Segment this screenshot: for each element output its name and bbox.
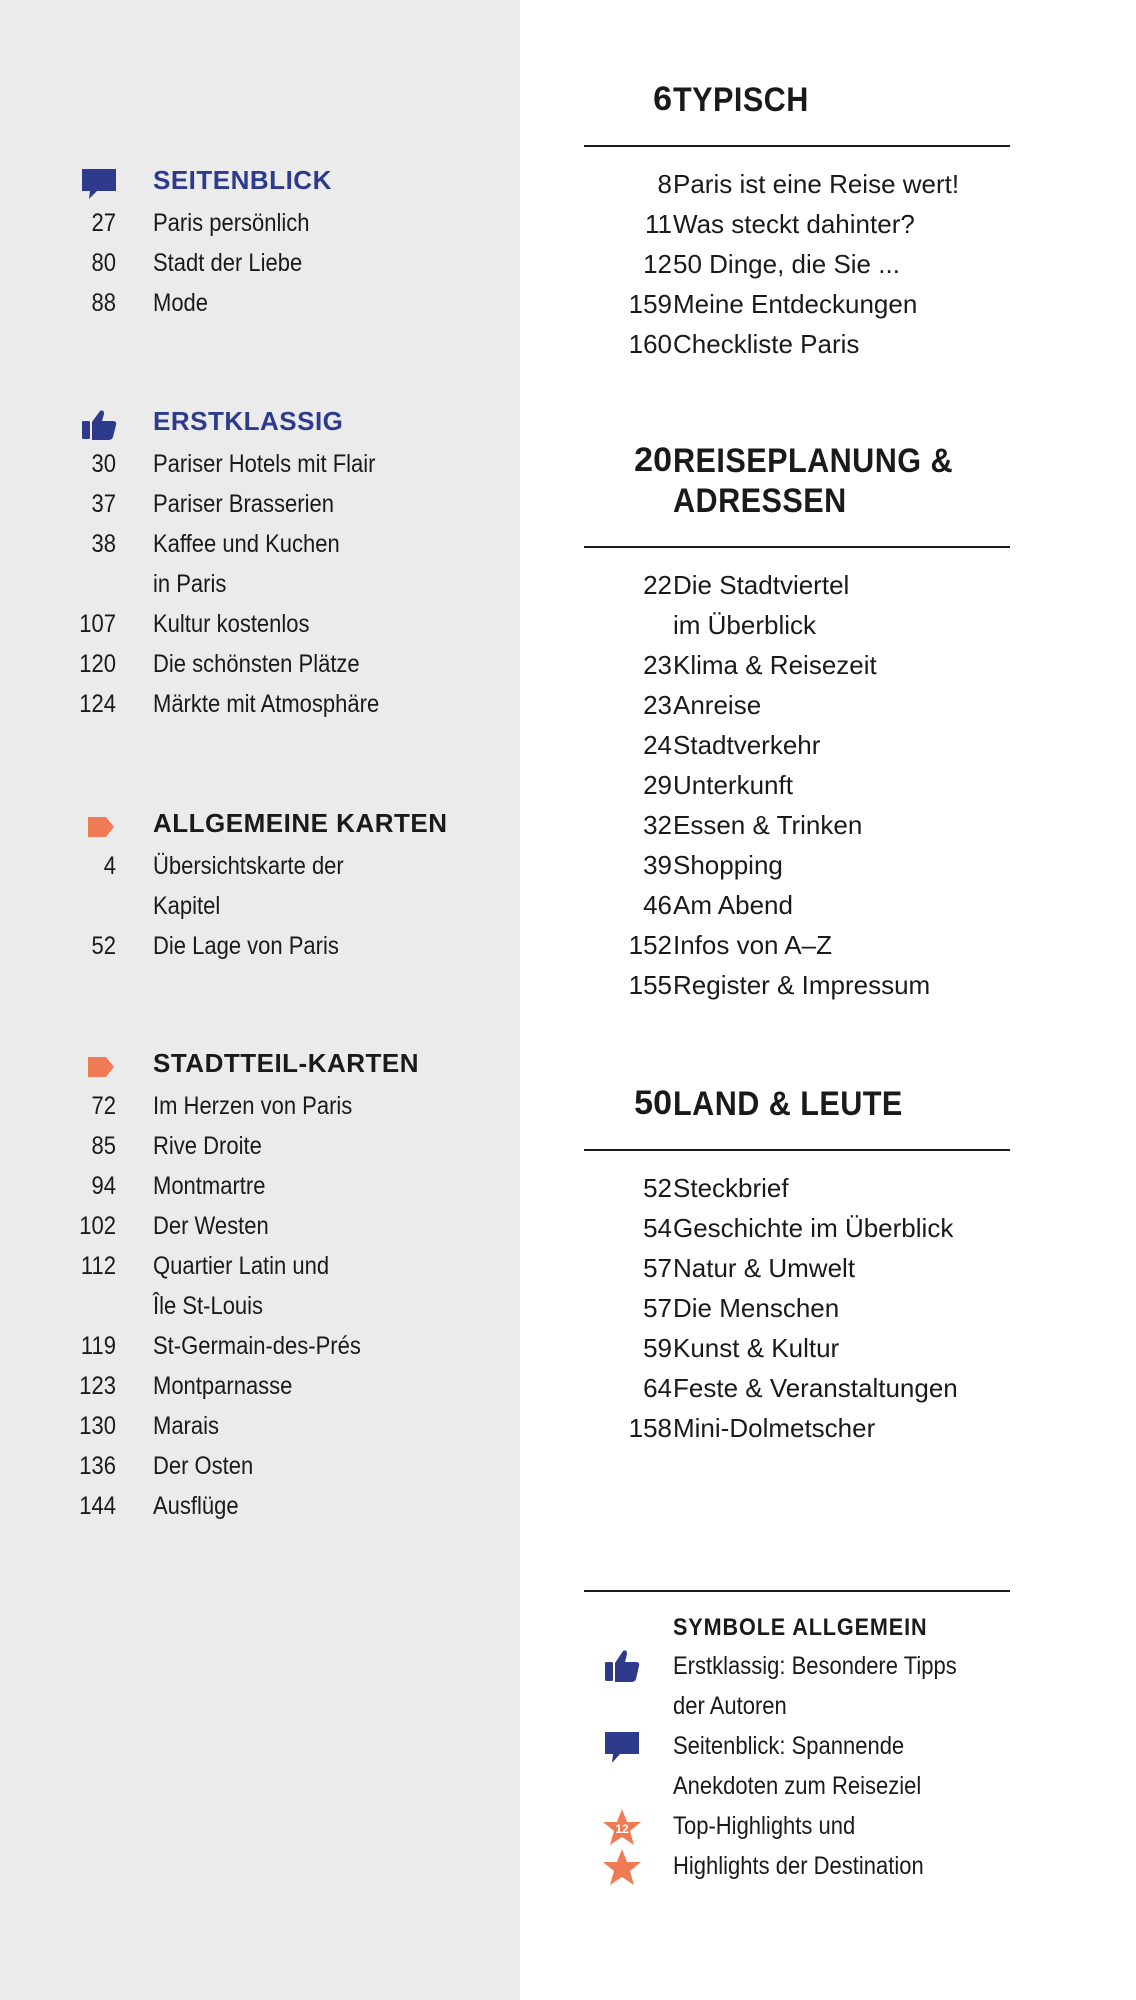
section-typisch xyxy=(520,80,1136,359)
toc-entry[interactable] xyxy=(520,1407,1136,1447)
toc-entry[interactable] xyxy=(0,886,520,926)
legend-line: Highlights der Destination xyxy=(673,1852,924,1880)
toc-entry[interactable] xyxy=(520,684,1136,724)
entry-label: Märkte mit Atmosphäre xyxy=(153,690,380,718)
toc-entry[interactable] xyxy=(520,1247,1136,1287)
entry-list xyxy=(0,444,520,724)
toc-entry[interactable] xyxy=(0,926,520,966)
speech-bubble-icon xyxy=(602,1728,642,1768)
entry-label: Die Lage von Paris xyxy=(153,932,339,960)
section-seitenblick xyxy=(0,163,520,323)
section-title: ERSTKLASSIG xyxy=(153,406,344,436)
toc-entry[interactable] xyxy=(520,964,1136,1004)
page-number: 23 xyxy=(643,650,672,680)
star-number: 12 xyxy=(615,1822,629,1836)
toc-entry[interactable] xyxy=(0,1246,520,1286)
entry-label: Meine Entdeckungen xyxy=(673,289,918,319)
entry-label: St-Germain-des-Prés xyxy=(153,1332,361,1360)
section-header xyxy=(0,163,520,203)
page-number: 24 xyxy=(643,730,672,760)
page-number: 152 xyxy=(628,930,672,960)
page-number: 80 xyxy=(91,249,116,277)
entry-label: Die schönsten Plätze xyxy=(153,650,360,678)
toc-entry[interactable] xyxy=(0,484,520,524)
page-number: 39 xyxy=(643,850,672,880)
toc-entry[interactable] xyxy=(520,924,1136,964)
section-land-leute xyxy=(520,1084,1136,1443)
legend-line: Top-Highlights und xyxy=(673,1812,856,1840)
entry-label: 50 Dinge, die Sie ... xyxy=(673,249,900,279)
legend-line: der Autoren xyxy=(673,1692,787,1720)
legend-line: Anekdoten zum Reiseziel xyxy=(673,1772,922,1800)
entry-label: Shopping xyxy=(673,850,783,880)
entry-label: Checkliste Paris xyxy=(673,329,860,359)
entry-label: Ausflüge xyxy=(153,1492,239,1520)
section-allgemeine-karten xyxy=(0,806,520,966)
toc-entry[interactable] xyxy=(0,243,520,283)
toc-entry[interactable] xyxy=(520,884,1136,924)
section-header xyxy=(520,441,1136,521)
section-erstklassig xyxy=(0,404,520,724)
toc-entry[interactable] xyxy=(0,604,520,644)
entry-label: Marais xyxy=(153,1412,220,1440)
entry-label: Die Menschen xyxy=(673,1293,840,1323)
entry-label: Stadtverkehr xyxy=(673,730,821,760)
page-number: 52 xyxy=(643,1173,672,1203)
toc-entry[interactable] xyxy=(0,1326,520,1366)
entry-label: Montparnasse xyxy=(153,1372,293,1400)
toc-entry[interactable] xyxy=(520,644,1136,684)
section-header xyxy=(0,404,520,444)
section-title: ALLGEMEINE KARTEN xyxy=(153,808,448,838)
entry-label: Übersichtskarte der xyxy=(153,852,344,880)
entry-label: Mini-Dolmetscher xyxy=(673,1413,876,1443)
page-number: 94 xyxy=(91,1172,116,1200)
page-number: 72 xyxy=(91,1092,116,1120)
page-number: 158 xyxy=(628,1413,672,1443)
toc-entry[interactable] xyxy=(520,764,1136,804)
section-title: LAND & LEUTE xyxy=(673,1085,903,1123)
section-page-number: 50 xyxy=(634,1084,672,1122)
page-number: 120 xyxy=(79,650,116,678)
entry-list xyxy=(520,564,1136,1004)
page-number: 32 xyxy=(643,810,672,840)
entry-label: Pariser Brasserien xyxy=(153,490,334,518)
page-number: 23 xyxy=(643,690,672,720)
toc-entry[interactable] xyxy=(0,524,520,564)
page-number: 102 xyxy=(79,1212,116,1240)
toc-entry[interactable] xyxy=(520,243,1136,283)
toc-entry[interactable] xyxy=(520,604,1136,644)
section-title: STADTTEIL-KARTEN xyxy=(153,1048,420,1078)
entry-label: in Paris xyxy=(153,570,227,598)
page-number: 119 xyxy=(80,1332,116,1360)
page-number: 85 xyxy=(91,1132,116,1160)
toc-entry[interactable] xyxy=(0,1406,520,1446)
toc-entry[interactable] xyxy=(520,1327,1136,1367)
entry-label: Im Herzen von Paris xyxy=(153,1092,353,1120)
entry-list xyxy=(520,163,1136,363)
numbered-star-icon xyxy=(602,1808,642,1848)
page-number: 57 xyxy=(643,1253,672,1283)
entry-label: Steckbrief xyxy=(673,1173,789,1203)
page-number: 37 xyxy=(91,490,116,518)
entry-label: Stadt der Liebe xyxy=(153,249,303,277)
toc-entry[interactable] xyxy=(520,724,1136,764)
page-number: 159 xyxy=(628,289,672,319)
page-number: 124 xyxy=(79,690,116,718)
toc-entry[interactable] xyxy=(520,1207,1136,1247)
page-number: 8 xyxy=(657,169,672,199)
legend-title: SYMBOLE ALLGEMEIN xyxy=(673,1614,928,1641)
page-number: 59 xyxy=(643,1333,672,1363)
entry-label: Der Westen xyxy=(153,1212,269,1240)
toc-entry[interactable] xyxy=(0,283,520,323)
toc-entry[interactable] xyxy=(0,684,520,724)
page-number: 54 xyxy=(643,1213,672,1243)
page-number: 46 xyxy=(643,890,672,920)
section-title-line: ADRESSEN xyxy=(673,482,847,520)
section-page-number: 6 xyxy=(653,80,672,118)
toc-entry[interactable] xyxy=(0,1086,520,1126)
entry-label: Paris persönlich xyxy=(153,209,310,237)
toc-entry[interactable] xyxy=(0,1206,520,1246)
entry-label: Kultur kostenlos xyxy=(153,610,310,638)
entry-label: Infos von A–Z xyxy=(673,930,832,960)
entry-label: Anreise xyxy=(673,690,762,720)
page-number: 4 xyxy=(103,852,116,880)
page-number: 130 xyxy=(79,1412,116,1440)
toc-entry[interactable] xyxy=(520,804,1136,844)
entry-list xyxy=(0,203,520,323)
toc-entry[interactable] xyxy=(0,444,520,484)
entry-label: Feste & Veranstaltungen xyxy=(673,1373,958,1403)
section-rule xyxy=(584,546,1010,548)
toc-entry[interactable] xyxy=(520,163,1136,203)
section-rule xyxy=(584,1149,1010,1151)
page-number: 155 xyxy=(628,970,672,1000)
entry-label: im Überblick xyxy=(673,610,817,640)
entry-label: Kapitel xyxy=(153,892,221,920)
entry-label: Geschichte im Überblick xyxy=(673,1213,954,1243)
page-number: 123 xyxy=(79,1372,116,1400)
speech-bubble-icon xyxy=(80,168,118,200)
entry-label: Register & Impressum xyxy=(673,970,931,1000)
toc-entry[interactable] xyxy=(520,1167,1136,1207)
toc-entry[interactable] xyxy=(520,564,1136,604)
thumbs-up-icon xyxy=(602,1646,642,1686)
toc-entry[interactable] xyxy=(0,1126,520,1166)
page-number: 11 xyxy=(645,209,672,239)
page-number: 112 xyxy=(80,1252,116,1280)
entry-label: Rive Droite xyxy=(153,1132,262,1160)
toc-entry[interactable] xyxy=(0,1446,520,1486)
section-header xyxy=(0,806,520,846)
page-number: 52 xyxy=(91,932,116,960)
entry-label: Kunst & Kultur xyxy=(673,1333,840,1363)
thumbs-up-icon xyxy=(80,409,118,441)
section-rule xyxy=(584,145,1010,147)
toc-entry[interactable] xyxy=(520,203,1136,243)
toc-entry[interactable] xyxy=(0,1166,520,1206)
page-number: 38 xyxy=(91,530,116,558)
entry-label: Île St-Louis xyxy=(153,1292,264,1320)
entry-list xyxy=(0,846,520,966)
legend-line: Seitenblick: Spannende xyxy=(673,1732,905,1760)
toc-entry[interactable] xyxy=(0,1486,520,1526)
entry-label: Montmartre xyxy=(153,1172,266,1200)
page-number: 160 xyxy=(628,329,672,359)
page-number: 12 xyxy=(643,249,672,279)
page-number: 22 xyxy=(643,570,672,600)
entry-label: Pariser Hotels mit Flair xyxy=(153,450,376,478)
section-page-number: 20 xyxy=(634,441,672,479)
page-number: 29 xyxy=(643,770,672,800)
star-icon xyxy=(602,1848,642,1888)
section-reiseplanung xyxy=(520,441,1136,1000)
section-stadtteil-karten xyxy=(0,1046,520,1526)
entry-label: Paris ist eine Reise wert! xyxy=(673,169,960,199)
entry-label: Am Abend xyxy=(673,890,793,920)
section-title: SEITENBLICK xyxy=(153,165,332,195)
tag-arrow-icon xyxy=(80,811,118,843)
toc-entry[interactable] xyxy=(0,203,520,243)
entry-list xyxy=(0,1086,520,1526)
toc-entry[interactable] xyxy=(520,323,1136,363)
entry-label: Kaffee und Kuchen xyxy=(153,530,340,558)
page-number: 107 xyxy=(79,610,116,638)
page-number: 64 xyxy=(643,1373,672,1403)
section-title-line: REISEPLANUNG & xyxy=(673,442,954,480)
legend-line: Erstklassig: Besondere Tipps xyxy=(673,1652,957,1680)
entry-label: Natur & Umwelt xyxy=(673,1253,856,1283)
page-number: 136 xyxy=(79,1452,116,1480)
toc-entry[interactable] xyxy=(0,1366,520,1406)
page-number: 88 xyxy=(91,289,116,317)
entry-label: Unterkunft xyxy=(673,770,793,800)
toc-entry[interactable] xyxy=(520,283,1136,323)
toc-entry[interactable] xyxy=(520,844,1136,884)
toc-entry[interactable] xyxy=(0,1286,520,1326)
entry-label: Klima & Reisezeit xyxy=(673,650,877,680)
section-header xyxy=(520,80,1136,120)
entry-label: Mode xyxy=(153,289,209,317)
section-header xyxy=(0,1046,520,1086)
toc-entry[interactable] xyxy=(0,846,520,886)
entry-label: Der Osten xyxy=(153,1452,254,1480)
section-header xyxy=(520,1084,1136,1124)
page-number: 57 xyxy=(643,1293,672,1323)
toc-entry[interactable] xyxy=(520,1287,1136,1327)
entry-label: Quartier Latin und xyxy=(153,1252,330,1280)
page-number: 30 xyxy=(91,450,116,478)
page-number: 144 xyxy=(79,1492,116,1520)
page-number: 27 xyxy=(91,209,116,237)
tag-arrow-icon xyxy=(80,1051,118,1083)
toc-entry[interactable] xyxy=(0,564,520,604)
entry-label: Was steckt dahinter? xyxy=(673,209,915,239)
entry-list xyxy=(520,1167,1136,1447)
toc-entry[interactable] xyxy=(0,644,520,684)
entry-label: Essen & Trinken xyxy=(673,810,863,840)
section-title: TYPISCH xyxy=(673,81,809,119)
legend-rule xyxy=(584,1590,1010,1592)
entry-label: Die Stadtviertel xyxy=(673,570,850,600)
toc-entry[interactable] xyxy=(520,1367,1136,1407)
